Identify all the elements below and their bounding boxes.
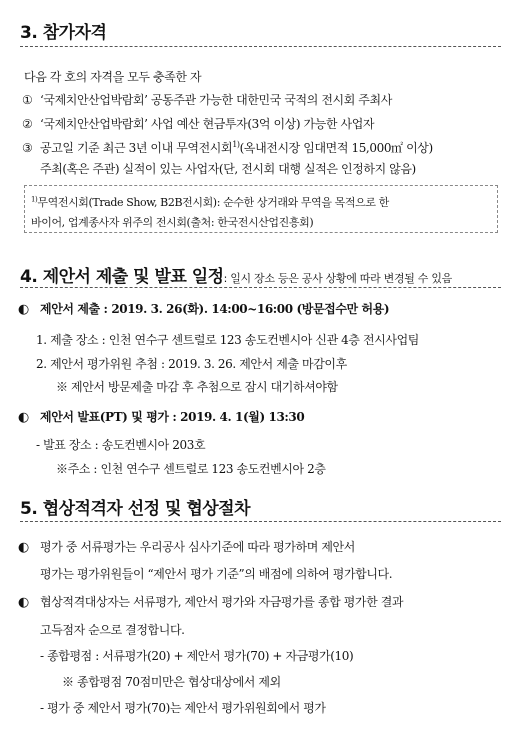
section-5-divider <box>20 521 501 522</box>
evaluation-p2-line-2: 고득점자 순으로 결정합니다. <box>40 623 185 637</box>
item-3-text-b: (옥내전시장 임대면적 15,000㎡ 이상) <box>239 141 433 155</box>
item-3-text-a: 공고일 기준 최근 3년 이내 무역전시회 <box>40 141 233 155</box>
submission-item-1: 1. 제출 장소 : 인천 연수구 센트럴로 123 송도컨벤시아 신관 4층 전시사업팀 <box>36 333 419 347</box>
submission-note: ※ 제안서 방문제출 마감 후 추첨으로 잠시 대기하셔야함 <box>56 380 338 394</box>
half-circle-bullet-icon: ◐ <box>18 540 29 555</box>
item-3-marker: ③ <box>22 141 33 155</box>
qualification-item-3 <box>22 139 433 156</box>
score-cutoff-note: ※ 종합평점 70점미만은 협상대상에서 제외 <box>62 675 281 689</box>
half-circle-bullet-icon: ◐ <box>18 595 29 610</box>
score-formula: - 종합평점 : 서류평가(20) + 제안서 평가(70) + 자금평가(10) <box>40 649 354 663</box>
evaluation-p1-line-1: 평가 중 서류평가는 우리공사 심사기준에 따라 평가하며 제안서 <box>40 540 355 554</box>
evaluation-paragraph-2 <box>18 593 403 610</box>
submission-item-2: 2. 제안서 평가위원 추첨 : 2019. 3. 26. 제안서 제출 마감이후 <box>36 357 347 371</box>
item-3-continuation: 주최(혹은 주관) 실적이 있는 사업자(단, 전시회 대행 실적은 인정하지 않음) <box>40 162 416 176</box>
evaluation-p2-line-1: 협상적격대상자는 서류평가, 제안서 평가와 자금평가를 종합 평가한 결과 <box>40 595 404 609</box>
evaluation-p1-line-2: 평가는 평가위원들이 “제안서 평가 기준”의 배점에 의하여 평가합니다. <box>40 567 393 581</box>
presentation-address: ※주소 : 인천 연수구 센트럴로 123 송도컨벤시아 2층 <box>56 462 326 476</box>
footnote-ref: 1) <box>232 140 240 149</box>
qualification-item-1 <box>22 91 392 108</box>
presentation-heading-text: 제안서 발표(PT) 및 평가 : 2019. 4. 1(월) 13:30 <box>40 410 305 424</box>
item-2-marker: ② <box>22 117 33 131</box>
proposal-evaluation-note: - 평가 중 제안서 평가(70)는 제안서 평가위원회에서 평가 <box>40 701 326 715</box>
section-3-intro: 다음 각 호의 자격을 모두 충족한 자 <box>24 70 202 84</box>
section-5-title: 5. 협상적격자 선정 및 협상절차 <box>20 499 251 519</box>
evaluation-paragraph-1 <box>18 538 355 555</box>
qualification-item-2 <box>22 115 374 132</box>
presentation-heading <box>18 408 304 425</box>
footnote-box <box>24 185 498 233</box>
footnote-marker: 1) <box>31 195 38 204</box>
item-1-text: ‘국제치안산업박람회’ 공동주관 가능한 대한민국 국적의 전시회 주최사 <box>40 93 392 107</box>
footnote-text-1: 무역전시회(Trade Show, B2B전시회): 순수한 상거래와 무역을 목적으로 한 <box>37 196 389 209</box>
item-1-marker: ① <box>22 93 33 107</box>
submission-heading <box>18 300 389 317</box>
presentation-venue: - 발표 장소 : 송도컨벤시아 203호 <box>36 438 206 452</box>
section-4-subtitle: : 일시 장소 등은 공사 상황에 따라 변경될 수 있음 <box>223 272 452 285</box>
submission-heading-text: 제안서 제출 : 2019. 3. 26(화). 14:00~16:00 (방문접수만 허용) <box>40 302 390 316</box>
half-circle-bullet-icon: ◐ <box>18 302 29 317</box>
section-4-title <box>20 262 452 287</box>
section-4-title-text: 4. 제안서 제출 및 발표 일정 <box>20 267 224 287</box>
section-3-title: 3. 참가자격 <box>20 23 107 43</box>
footnote-line-1 <box>31 194 389 210</box>
footnote-line-2: 바이어, 업계종사자 위주의 전시회(출처: 한국전시산업진흥회) <box>31 216 314 229</box>
section-4-divider <box>20 287 501 288</box>
half-circle-bullet-icon: ◐ <box>18 410 29 425</box>
item-2-text: ‘국제치안산업박람회’ 사업 예산 현금투자(3억 이상) 가능한 사업자 <box>40 117 375 131</box>
section-3-divider <box>20 46 501 47</box>
